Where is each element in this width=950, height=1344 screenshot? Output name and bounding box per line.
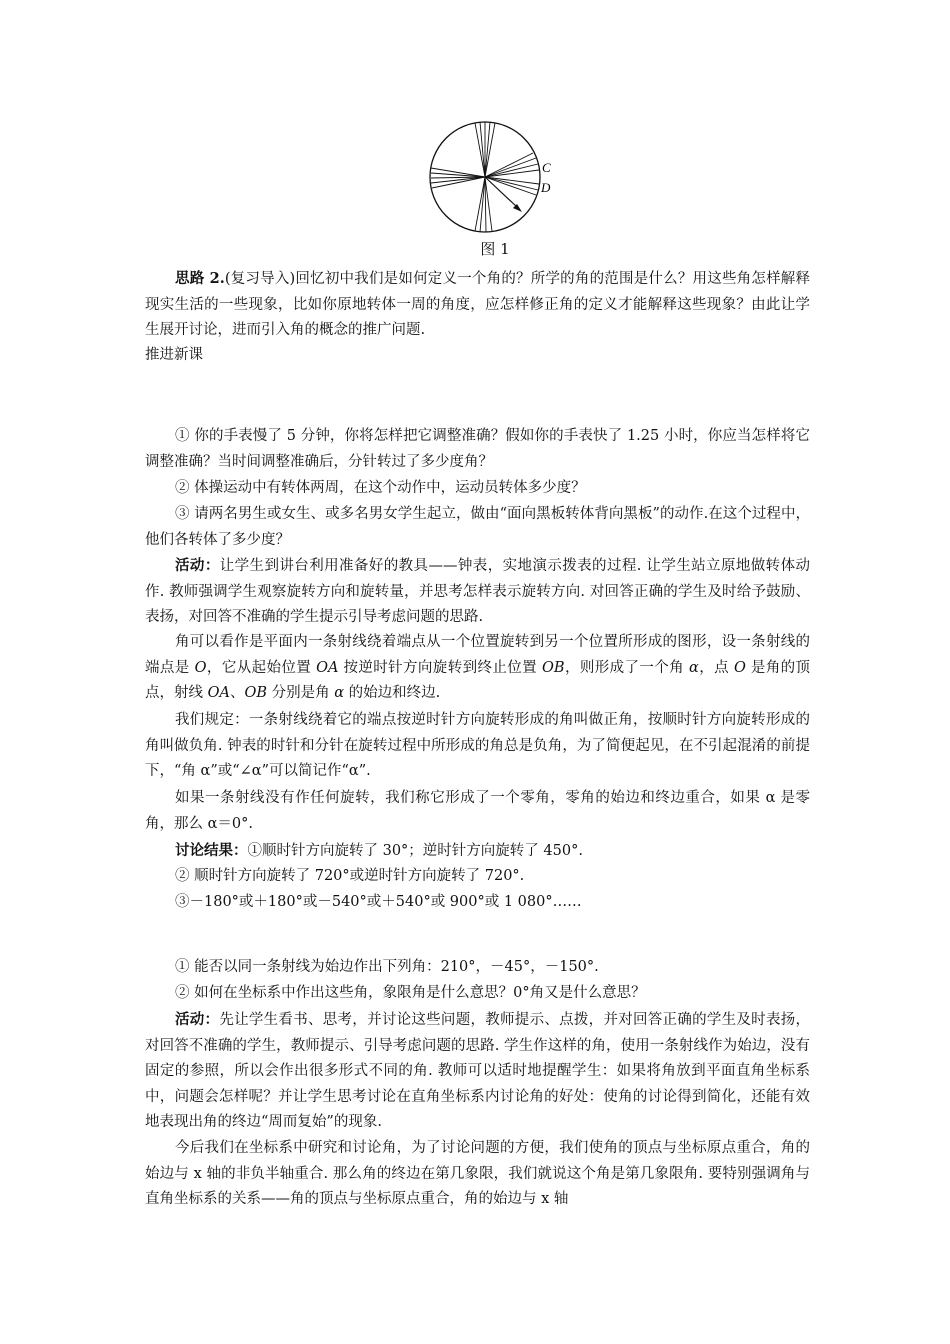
question-3: ③ 请两名男生或女生、或多名男女学生起立，做由“面向黑板转体背向黑板”的动作.在这个过程中，他们各转体了多少度？ xyxy=(145,506,810,548)
def-var: α xyxy=(334,685,345,702)
def-var: α xyxy=(689,659,699,676)
def-var: OB xyxy=(542,659,565,676)
def-var: OA xyxy=(207,685,230,702)
question-2: ② 体操运动中有转体两周，在这个动作中，运动员转体多少度？ xyxy=(175,480,586,496)
def-text: 按逆时针方向旋转到终止位置 xyxy=(338,659,543,676)
question-5: ② 如何在坐标系中作出这些角，象限角是什么意思？0°角又是什么意思？ xyxy=(175,985,646,1001)
def-text: 角可以看作是平面内一条射线绕着端点从一个位置旋转到另一个位置所形成的图形，设一条射线的端点是 xyxy=(145,634,810,676)
activity-1-text: 让学生到讲台利用准备好的教具——钟表，实地演示拨表的过程. 让学生站立原地做转体动作. 教师强调学生观察旋转方向和旋转量，并思考怎样表示旋转方向. 对回答正确的学生及时给予鼓励、表扬，对回答不准确的学生提示引导考虑问题的思路. xyxy=(145,558,811,626)
activity-1 xyxy=(145,553,810,631)
def-text: 、 xyxy=(229,685,245,702)
label-c: C xyxy=(542,160,551,175)
intro-lead: 思路 2. xyxy=(175,270,225,287)
result-line-1 xyxy=(145,838,810,865)
def-text: ，点 xyxy=(698,659,734,676)
last-paragraph: 今后我们在坐标系中研究和讨论角，为了讨论问题的方便，我们使角的顶点与坐标原点重合，角的始边与 x 轴的非负半轴重合. 那么角的终边在第几象限，我们就说这个角是第几象限角. 要特别强调角与直角坐标系的关系——角的顶点与坐标原点重合，角的始边与 x 轴 xyxy=(145,1140,810,1208)
question-1: ① 你的手表慢了 5 分钟，你将怎样把它调整准确？假如你的手表快了 1.25 小时，你应当怎样将它调整准确？当时间调整准确后，分针转过了多少度角？ xyxy=(145,428,810,470)
zero-angle-paragraph: 如果一条射线没有作任何旋转，我们称它形成了一个零角，零角的始边和终边重合，如果 α 是零角，那么 α＝0°. xyxy=(145,790,810,832)
result-line-2: ② 顺时针方向旋转了 720°或逆时针方向旋转了 720°. xyxy=(175,868,525,884)
result-line-3: ③－180°或＋180°或－540°或＋540°或 900°或 1 080°…… xyxy=(175,894,582,910)
intro-paragraph xyxy=(145,266,810,344)
def-var: O xyxy=(194,659,207,676)
definition-paragraph xyxy=(145,630,810,707)
rule-paragraph: 我们规定：一条射线绕着它的端点按逆时针方向旋转形成的角叫做正角，按顺时针方向旋转形成的角叫做负角. 钟表的时针和分针在旋转过程中所形成的角总是负角，为了简便起见，在不引起混淆的前提下，“角 α”或“∠α”可以简记作“α”. xyxy=(145,712,810,780)
label-d: D xyxy=(541,180,551,195)
activity-2-text: 先让学生看书、思考，并讨论这些问题，教师提示、点拨，并对回答正确的学生及时表扬，对回答不准确的学生，教师提示、引导考虑问题的思路. 学生作这样的角，使用一条射线作为始边，没有固定的参照，所以会作出很多形式不同的角. 教师可以适时地提醒学生：如果将角放到平面直角坐标系中，问题会怎样呢？并让学生思考讨论在直角坐标系内讨论角的好处：使角的讨论得到简化，还能有效地表现出角的终边“周而复始”的现象. xyxy=(145,1012,811,1131)
figure-caption: 图 1 xyxy=(480,240,510,258)
def-text: 是角的顶点，射线 xyxy=(145,659,811,702)
section-title: 推进新课 xyxy=(145,347,203,363)
def-text: 分别是角 xyxy=(267,685,335,702)
activity-1-lead: 活动： xyxy=(175,557,220,574)
question-4: ① 能否以同一条射线为始边作出下列角：210°，－45°，－150°. xyxy=(175,959,599,975)
result-text: ①顺时针方向旋转了 30°；逆时针方向旋转了 450°. xyxy=(247,843,583,859)
def-text: ，它从起始位置 xyxy=(206,659,317,676)
activity-2-lead: 活动： xyxy=(175,1011,220,1028)
def-text: 的始边和终边. xyxy=(344,685,441,702)
activity-2 xyxy=(145,1007,810,1136)
def-var: O xyxy=(733,659,746,676)
def-var: OB xyxy=(244,685,268,702)
def-var: OA xyxy=(316,659,339,676)
intro-text: (复习导入)回忆初中我们是如何定义一个角的？所学的角的范围是什么？用这些角怎样解释现实生活的一些现象，比如你原地转体一周的角度，应怎样修正角的定义才能解释这些现象？由此让学生展开讨论，进而引入角的概念的推广问题. xyxy=(145,271,811,339)
result-lead: 讨论结果： xyxy=(175,842,248,859)
def-text: ，则形成了一个角 xyxy=(564,659,690,676)
